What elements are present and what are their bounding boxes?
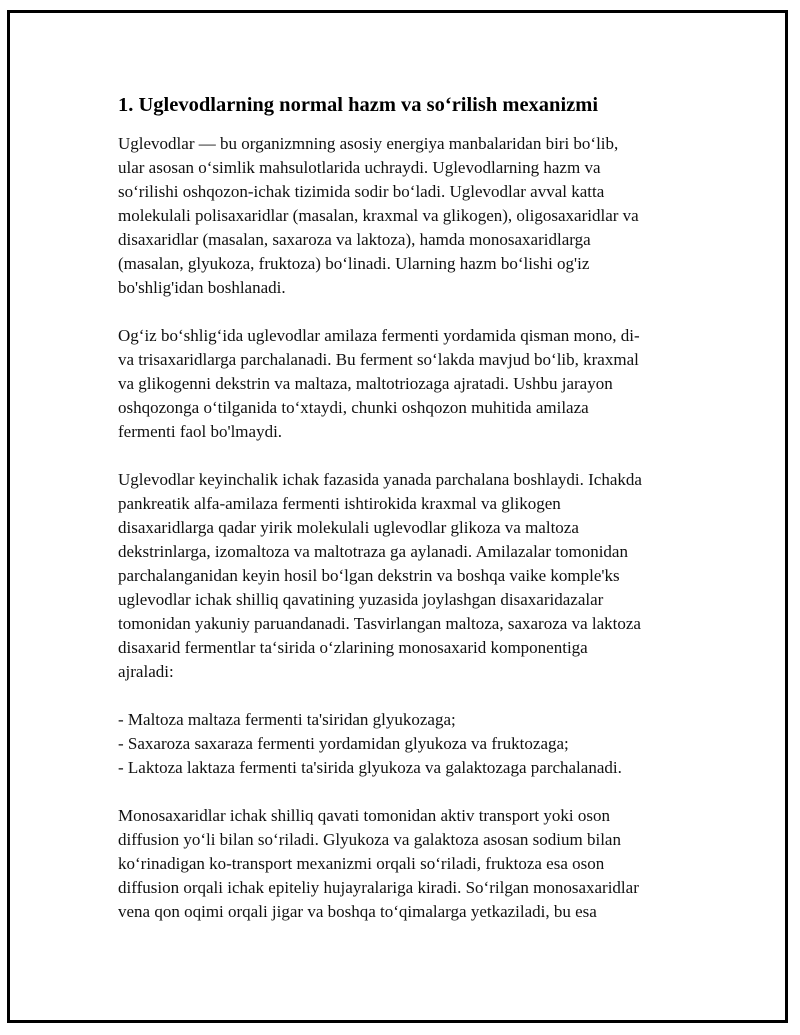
text-line: va trisaxaridlarga parchalanadi. Bu ferment so‘lakda mavjud bo‘lib, kraxmal [118,350,639,369]
text-line: pankreatik alfa-amilaza fermenti ishtirokida kraxmal va glikogen [118,494,561,513]
text-line: parchalanganidan keyin hosil bo‘lgan dekstrin va boshqa vaike komple'ks [118,566,620,585]
text-line: uglevodlar ichak shilliq qavatining yuzasida joylashgan disaxaridazalar [118,590,604,609]
text-line: bo'shlig'idan boshlanadi. [118,278,286,297]
paragraph-4 [118,804,693,924]
text-line: so‘rilishi oshqozon-ichak tizimida sodir bo‘ladi. Uglevodlar avval katta [118,182,605,201]
text-line: ular asosan o‘simlik mahsulotlarida uchraydi. Uglevodlarning hazm va [118,158,601,177]
text-line: disaxaridlar (masalan, saxaroza va laktoza), hamda monosaxaridlarga [118,230,591,249]
text-line: Uglevodlar — bu organizmning asosiy energiya manbalaridan biri bo‘lib, [118,134,619,153]
text-line: disaxaridlarga qadar yirik molekulali uglevodlar glikoza va maltoza [118,518,579,537]
text-line: fermenti faol bo'lmaydi. [118,422,283,441]
text-line: ajraladi: [118,662,174,681]
text-line: Og‘iz bo‘shlig‘ida uglevodlar amilaza fermenti yordamida qisman mono, di- [118,326,640,345]
paragraph-1 [118,132,693,300]
text-line: diffusion orqali ichak epiteliy hujayralariga kiradi. So‘rilgan monosaxaridlar [118,878,639,897]
text-line: tomonidan yakuniy paruandanadi. Tasvirlangan maltoza, saxaroza va laktoza [118,614,641,633]
list-item: - Saxaroza saxaraza fermenti yordamidan glyukoza va fruktozaga; [118,734,569,753]
text-line: disaxarid fermentlar ta‘sirida o‘zlarining monosaxarid komponentiga [118,638,588,657]
list-item: - Laktoza laktaza fermenti ta'sirida glyukoza va galaktozaga parchalanadi. [118,758,622,777]
paragraph-3 [118,468,693,684]
text-line: va glikogenni dekstrin va maltaza, maltotriozaga ajratadi. Ushbu jarayon [118,374,613,393]
section-heading: 1. Uglevodlarning normal hazm va so‘rilish mexanizmi [118,94,599,116]
text-line: Monosaxaridlar ichak shilliq qavati tomonidan aktiv transport yoki oson [118,806,610,825]
text-line: Uglevodlar keyinchalik ichak fazasida yanada parchalana boshlaydi. Ichakda [118,470,642,489]
text-line: molekulali polisaxaridlar (masalan, kraxmal va glikogen), oligosaxaridlar va [118,206,639,225]
text-line: ko‘rinadigan ko-transport mexanizmi orqali so‘riladi, fruktoza esa oson [118,854,605,873]
text-line: dekstrinlarga, izomaltoza va maltotraza ga aylanadi. Amilazalar tomonidan [118,542,628,561]
paragraph-2 [118,324,693,444]
text-line: (masalan, glyukoza, fruktoza) bo‘linadi. Ularning hazm bo‘lishi og'iz [118,254,590,273]
enzyme-list [118,708,693,780]
text-line: diffusion yo‘li bilan so‘riladi. Glyukoza va galaktoza asosan sodium bilan [118,830,621,849]
document-content [118,90,693,948]
list-item: - Maltoza maltaza fermenti ta'siridan glyukozaga; [118,710,456,729]
text-line: vena qon oqimi orqali jigar va boshqa to‘qimalarga yetkaziladi, bu esa [118,902,597,921]
text-line: oshqozonga o‘tilganida to‘xtaydi, chunki oshqozon muhitida amilaza [118,398,589,417]
